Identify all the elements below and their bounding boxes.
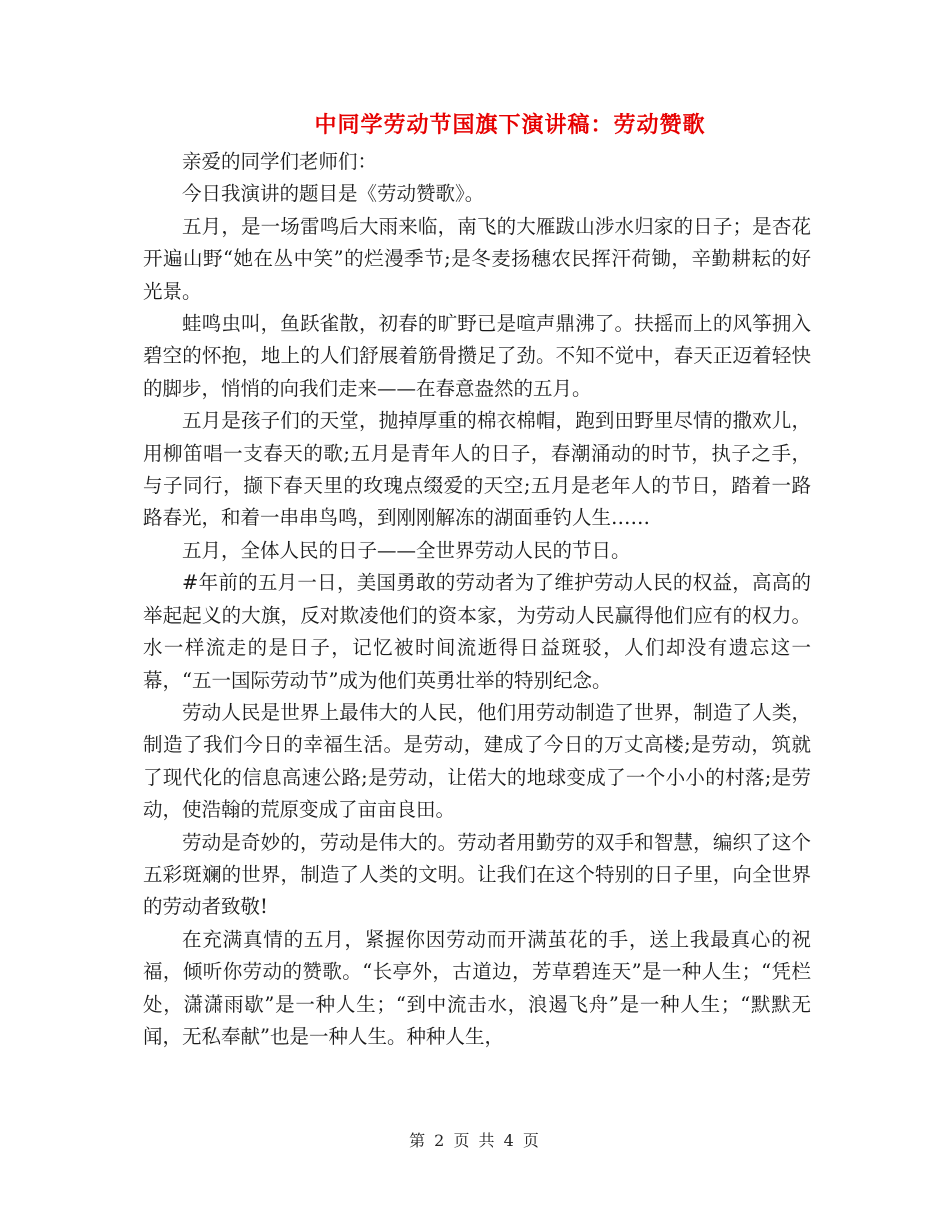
paragraph-topic: 今日我演讲的题目是《劳动赞歌》。 — [182, 182, 485, 206]
paragraph: 在充满真情的五月，紧握你因劳动而开满茧花的手，送上我最真心的祝福，倾听你劳动的赞歌。“长亭外，古道边，芳草碧连天”是一种人生；“凭栏处，潇潇雨歇”是一种人生；“到中流击水，浪遏飞舟”是一种人生；“默默无闻，无私奉献”也是一种人生。种种人生， — [143, 927, 811, 1048]
document-body — [143, 146, 811, 1053]
page-number-footer: 第 2 页 共 4 页 — [409, 1131, 541, 1150]
paragraph: 蛙鸣虫叫，鱼跃雀散，初春的旷野已是喧声鼎沸了。扶摇而上的风筝拥入碧空的怀抱，地上的人们舒展着筋骨攒足了劲。不知不觉中，春天正迈着轻快的脚步，悄悄的向我们走来——在春意盎然的五月。 — [143, 312, 811, 400]
document-title: 中同学劳动节国旗下演讲稿：劳动赞歌 — [314, 113, 706, 138]
paragraph: 劳动是奇妙的，劳动是伟大的。劳动者用勤劳的双手和智慧，编织了这个五彩斑斓的世界，制造了人类的文明。让我们在这个特别的日子里，向全世界的劳动者致敬! — [143, 830, 811, 919]
paragraph: #年前的五月一日，美国勇敢的劳动者为了维护劳动人民的权益，高高的举起起义的大旗，反对欺凌他们的资本家，为劳动人民赢得他们应有的权力。水一样流走的是日子，记忆被时间流逝得日益斑驳，人们却没有遗忘这一幕，“五一国际劳动节”成为他们英勇壮举的特别纪念。 — [143, 571, 811, 692]
paragraph: 五月是孩子们的天堂，抛掉厚重的棉衣棉帽，跑到田野里尽情的撒欢儿，用柳笛唱一支春天的歌;五月是青年人的日子，春潮涌动的时节，执子之手，与子同行，撷下春天里的玫瑰点缀爱的天空;五月是老年人的节日，踏着一路路春光，和着一串串鸟鸣，到刚刚解冻的湖面垂钓人生…… — [143, 409, 811, 530]
paragraph: 劳动人民是世界上最伟大的人民，他们用劳动制造了世界，制造了人类，制造了我们今日的幸福生活。是劳动，建成了今日的万丈高楼;是劳动，筑就了现代化的信息高速公路;是劳动，让偌大的地球变成了一个小小的村落;是劳动，使浩翰的荒原变成了亩亩良田。 — [143, 700, 811, 822]
paragraph: 五月，是一场雷鸣后大雨来临，南飞的大雁跋山涉水归家的日子；是杏花开遍山野“她在丛中笑”的烂漫季节;是冬麦扬穗农民挥汗荷锄，辛勤耕耘的好光景。 — [143, 214, 811, 303]
paragraph: 五月，全体人民的日子——全世界劳动人民的节日。 — [182, 538, 631, 562]
paragraph-greeting: 亲爱的同学们老师们： — [182, 150, 378, 173]
